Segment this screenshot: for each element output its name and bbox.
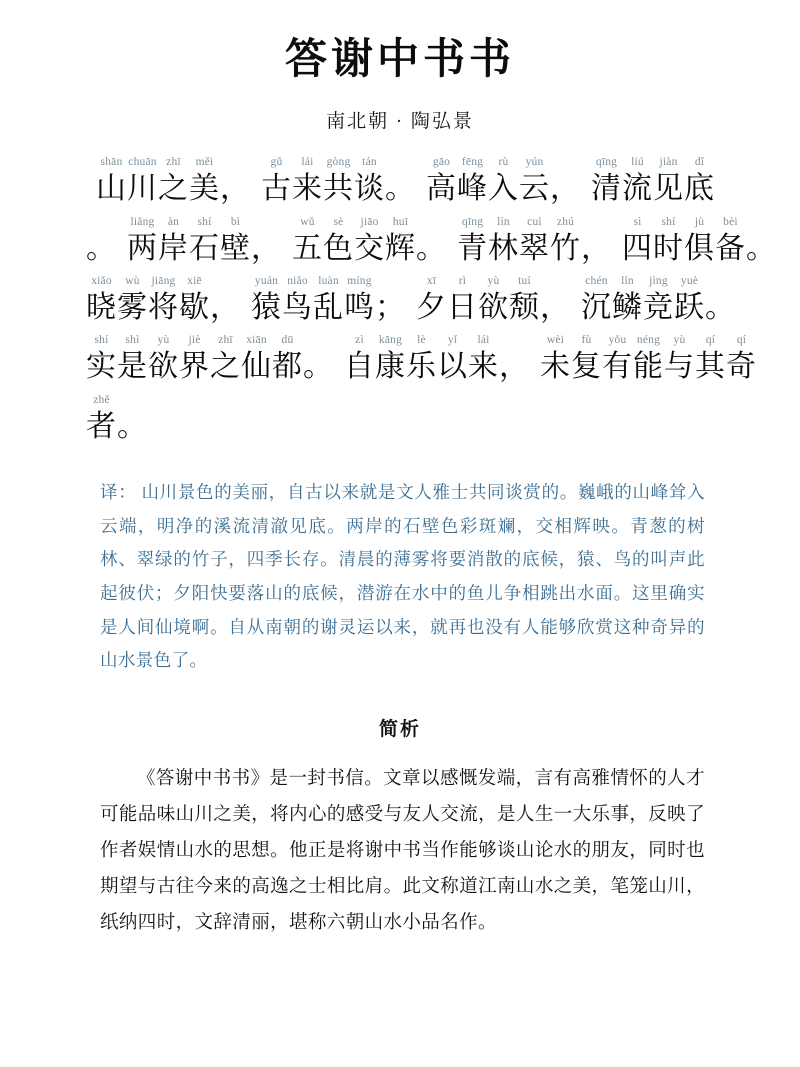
- hanzi-character: ，: [220, 172, 251, 206]
- hanzi-character: 其: [695, 350, 726, 384]
- pinyin-annotation: shì: [125, 334, 140, 347]
- hanzi-character: 青: [457, 231, 488, 265]
- ruby-character: [220, 155, 251, 208]
- ruby-character: [354, 215, 385, 268]
- ruby-character: [406, 333, 437, 386]
- ruby-character: [179, 333, 210, 386]
- ruby-character: [416, 215, 447, 268]
- hanzi-character: 欲: [478, 291, 509, 325]
- ruby-character: [323, 215, 354, 268]
- hanzi-character: 见: [653, 172, 684, 206]
- ruby-character: [519, 215, 550, 268]
- pinyin-annotation: cuì: [527, 215, 542, 228]
- ruby-character: [127, 155, 158, 208]
- hanzi-character: 跃: [674, 291, 705, 325]
- pinyin-annotation: wǔ: [300, 215, 315, 228]
- hanzi-character: 奇: [726, 350, 757, 384]
- hanzi-character: 俱: [684, 231, 715, 265]
- pinyin-annotation: jìng: [649, 275, 668, 288]
- hanzi-character: 谈: [354, 172, 385, 206]
- hanzi-character: 乱: [313, 291, 344, 325]
- analysis-heading: 简析: [378, 718, 421, 740]
- ruby-character: [715, 215, 746, 268]
- pinyin-annotation: qí: [736, 334, 747, 347]
- pinyin-annotation: chuān: [128, 156, 157, 169]
- hanzi-character: 流: [622, 172, 653, 206]
- pinyin-annotation: sì: [633, 215, 642, 228]
- pinyin-annotation: luàn: [318, 275, 339, 288]
- hanzi-character: 时: [653, 231, 684, 265]
- hanzi-character: 能: [633, 350, 664, 384]
- hanzi-character: ，: [251, 231, 282, 265]
- hanzi-character: 鳞: [612, 291, 643, 325]
- pinyin-annotation: lè: [417, 334, 426, 347]
- hanzi-character: 林: [488, 231, 519, 265]
- verse-block: [0, 133, 800, 452]
- pinyin-annotation: jiāng: [151, 275, 176, 288]
- hanzi-character: 未: [540, 350, 571, 384]
- ruby-character: [86, 215, 117, 268]
- hanzi-character: 壁: [220, 231, 251, 265]
- hanzi-character: 备: [715, 231, 746, 265]
- hanzi-character: 竹: [550, 231, 581, 265]
- pinyin-annotation: jiè: [188, 334, 201, 347]
- ruby-character: [540, 333, 571, 386]
- hanzi-character: 日: [447, 291, 478, 325]
- pinyin-annotation: shí: [661, 215, 676, 228]
- hanzi-character: 猿: [251, 291, 282, 325]
- hanzi-character: 。: [705, 291, 736, 325]
- hanzi-character: 者: [86, 409, 117, 443]
- hanzi-character: 石: [189, 231, 220, 265]
- pinyin-annotation: huī: [392, 215, 409, 228]
- ruby-character: [313, 274, 344, 327]
- pinyin-annotation: xiān: [246, 334, 267, 347]
- hanzi-character: 山: [96, 172, 127, 206]
- ruby-character: [158, 155, 189, 208]
- hanzi-character: 云: [519, 172, 550, 206]
- verse-line: [0, 274, 800, 333]
- ruby-character: [591, 155, 622, 208]
- author-byline: 南北朝 · 陶弘景: [326, 111, 474, 133]
- hanzi-character: 入: [488, 172, 519, 206]
- ruby-character: [684, 155, 715, 208]
- ruby-character: [622, 155, 653, 208]
- ruby-character: [117, 333, 148, 386]
- hanzi-character: 以: [437, 350, 468, 384]
- pinyin-annotation: xiǎo: [91, 275, 112, 288]
- ruby-character: [292, 155, 323, 208]
- ruby-character: [426, 155, 457, 208]
- pinyin-annotation: yǐ: [447, 334, 458, 347]
- ruby-character: [612, 274, 643, 327]
- hanzi-character: 共: [323, 172, 354, 206]
- pinyin-annotation: shí: [197, 215, 212, 228]
- ruby-character: [251, 274, 282, 327]
- ruby-character: [488, 215, 519, 268]
- hanzi-character: ，: [210, 291, 241, 325]
- page-title: 答谢中书书: [284, 37, 515, 83]
- pinyin-annotation: qīng: [461, 215, 484, 228]
- pinyin-annotation: wèi: [546, 334, 565, 347]
- hanzi-character: 是: [117, 350, 148, 384]
- hanzi-character: 古: [261, 172, 292, 206]
- hanzi-character: ，: [550, 172, 581, 206]
- pinyin-annotation: yǒu: [608, 334, 627, 347]
- verse-line: [0, 333, 800, 392]
- pinyin-annotation: lín: [497, 215, 510, 228]
- pinyin-annotation: lín: [621, 275, 634, 288]
- ruby-character: [457, 215, 488, 268]
- hanzi-character: 康: [375, 350, 406, 384]
- pinyin-annotation: yù: [673, 334, 686, 347]
- hanzi-character: 沉: [581, 291, 612, 325]
- pinyin-annotation: yù: [487, 275, 500, 288]
- ruby-character: [189, 155, 220, 208]
- pinyin-annotation: míng: [347, 275, 372, 288]
- ruby-character: [643, 274, 674, 327]
- pinyin-annotation: jiàn: [659, 156, 678, 169]
- ruby-character: [179, 274, 210, 327]
- pinyin-annotation: bèi: [723, 215, 738, 228]
- ruby-character: [653, 155, 684, 208]
- hanzi-character: 颓: [509, 291, 540, 325]
- ruby-character: [581, 274, 612, 327]
- pinyin-annotation: rù: [498, 156, 509, 169]
- hanzi-character: 将: [148, 291, 179, 325]
- pinyin-annotation: zhī: [218, 334, 233, 347]
- pinyin-annotation: àn: [167, 215, 180, 228]
- ruby-character: [509, 274, 540, 327]
- hanzi-character: 美: [189, 172, 220, 206]
- pinyin-annotation: lái: [301, 156, 314, 169]
- ruby-character: [726, 333, 757, 386]
- hanzi-character: 。: [746, 231, 777, 265]
- ruby-character: [602, 333, 633, 386]
- ruby-character: [437, 333, 468, 386]
- hanzi-character: 有: [602, 350, 633, 384]
- ruby-character: [550, 155, 581, 208]
- ruby-character: [148, 333, 179, 386]
- ruby-character: [457, 155, 488, 208]
- pinyin-annotation: bì: [230, 215, 241, 228]
- ruby-character: [468, 333, 499, 386]
- verse-line: [0, 393, 800, 452]
- pinyin-annotation: gǔ: [270, 156, 283, 169]
- pinyin-annotation: yún: [525, 156, 544, 169]
- hanzi-character: 四: [622, 231, 653, 265]
- pinyin-annotation: wù: [125, 275, 140, 288]
- ruby-character: [189, 215, 220, 268]
- ruby-character: [323, 155, 354, 208]
- ruby-character: [210, 274, 241, 327]
- pinyin-annotation: xī: [426, 275, 437, 288]
- pinyin-annotation: xiē: [187, 275, 202, 288]
- translation-paragraph: 译： 山川景色的美丽，自古以来就是文人雅士共同谈赏的。巍峨的山峰耸入云端，明净的溪流清澈见底。两岸的石壁色彩斑斓，交相辉映。青葱的树林、翠绿的竹子，四季长存。清晨的薄雾将要消散的底候，猿、鸟的叫声此起彼伏；夕阳快要落山的底候，潜游在水中的鱼儿争相跳出水面。这里确实是人间仙境啊。自从南朝的谢灵运以来，就再也没有人能够欣赏这种奇异的山水景色了。: [100, 482, 705, 671]
- ruby-character: [653, 215, 684, 268]
- hanzi-character: 来: [292, 172, 323, 206]
- verse-line: [0, 215, 800, 274]
- pinyin-annotation: zhě: [93, 393, 110, 406]
- ruby-character: [282, 274, 313, 327]
- hanzi-character: 乐: [406, 350, 437, 384]
- hanzi-character: ，: [581, 231, 612, 265]
- ruby-character: [148, 274, 179, 327]
- hanzi-character: ；: [375, 291, 406, 325]
- ruby-character: [540, 274, 571, 327]
- hanzi-character: 色: [323, 231, 354, 265]
- ruby-character: [86, 333, 117, 386]
- pinyin-annotation: měi: [195, 156, 214, 169]
- ruby-character: [695, 333, 726, 386]
- pinyin-annotation: zhī: [166, 156, 181, 169]
- ruby-character: [447, 274, 478, 327]
- hanzi-character: 。: [385, 172, 416, 206]
- pinyin-annotation: lái: [477, 334, 490, 347]
- hanzi-character: 高: [426, 172, 457, 206]
- pinyin-annotation: dū: [281, 334, 294, 347]
- hanzi-character: 辉: [385, 231, 416, 265]
- verse-line: [0, 155, 800, 214]
- ruby-character: [550, 215, 581, 268]
- hanzi-character: 仙: [241, 350, 272, 384]
- ruby-character: [344, 333, 375, 386]
- hanzi-character: 清: [591, 172, 622, 206]
- hanzi-character: 五: [292, 231, 323, 265]
- hanzi-character: 翠: [519, 231, 550, 265]
- hanzi-character: 晓: [86, 291, 117, 325]
- ruby-character: [633, 333, 664, 386]
- pinyin-annotation: yù: [157, 334, 170, 347]
- ruby-character: [272, 333, 303, 386]
- pinyin-annotation: néng: [636, 334, 661, 347]
- hanzi-character: 底: [684, 172, 715, 206]
- ruby-character: [375, 333, 406, 386]
- ruby-character: [622, 215, 653, 268]
- pinyin-annotation: chén: [585, 275, 608, 288]
- ruby-character: [251, 215, 282, 268]
- pinyin-annotation: niǎo: [287, 275, 308, 288]
- pinyin-annotation: kāng: [378, 334, 403, 347]
- ruby-character: [746, 215, 777, 268]
- pinyin-annotation: jiāo: [360, 215, 379, 228]
- ruby-character: [117, 274, 148, 327]
- pinyin-annotation: gāo: [432, 156, 451, 169]
- ruby-character: [519, 155, 550, 208]
- hanzi-character: 。: [303, 350, 334, 384]
- hanzi-character: 竞: [643, 291, 674, 325]
- ruby-character: [385, 215, 416, 268]
- pinyin-annotation: yuè: [680, 275, 699, 288]
- ruby-character: [571, 333, 602, 386]
- pinyin-annotation: qīng: [595, 156, 618, 169]
- hanzi-character: 实: [86, 350, 117, 384]
- pinyin-annotation: tuí: [518, 275, 531, 288]
- ruby-character: [499, 333, 530, 386]
- pinyin-annotation: shān: [100, 156, 123, 169]
- ruby-character: [96, 155, 127, 208]
- hanzi-character: 。: [416, 231, 447, 265]
- pinyin-annotation: liú: [631, 156, 644, 169]
- ruby-character: [210, 333, 241, 386]
- ruby-character: [416, 274, 447, 327]
- hanzi-character: 雾: [117, 291, 148, 325]
- hanzi-character: 来: [468, 350, 499, 384]
- ruby-character: [478, 274, 509, 327]
- hanzi-character: 两: [127, 231, 158, 265]
- ruby-character: [684, 215, 715, 268]
- hanzi-character: 交: [354, 231, 385, 265]
- ruby-character: [86, 274, 117, 327]
- ruby-character: [86, 393, 117, 446]
- hanzi-character: 鸟: [282, 291, 313, 325]
- ruby-character: [705, 274, 736, 327]
- hanzi-character: ，: [540, 291, 571, 325]
- hanzi-character: 歇: [179, 291, 210, 325]
- hanzi-character: 复: [571, 350, 602, 384]
- ruby-character: [117, 393, 148, 446]
- hanzi-character: 。: [117, 409, 148, 443]
- pinyin-annotation: sè: [333, 215, 344, 228]
- hanzi-character: 界: [179, 350, 210, 384]
- pinyin-annotation: zhú: [556, 215, 575, 228]
- ruby-character: [303, 333, 334, 386]
- pinyin-annotation: zì: [355, 334, 364, 347]
- hanzi-character: 夕: [416, 291, 447, 325]
- pinyin-annotation: qí: [705, 334, 716, 347]
- pinyin-annotation: shí: [94, 334, 109, 347]
- hanzi-character: 鸣: [344, 291, 375, 325]
- hanzi-character: 自: [344, 350, 375, 384]
- pinyin-annotation: rì: [458, 275, 467, 288]
- ruby-character: [158, 215, 189, 268]
- hanzi-character: 欲: [148, 350, 179, 384]
- ruby-character: [261, 155, 292, 208]
- ruby-character: [354, 155, 385, 208]
- analysis-paragraph: 《答谢中书书》是一封书信。文章以感慨发端，言有高雅情怀的人才可能品味山川之美，将内心的感受与友人交流，是人生一大乐事，反映了作者娱情山水的思想。他正是将谢中书当作能够谈山论水的朋友，同时也期望与古往今来的高逸之士相比肩。此文称道江南山水之美，笔笼山川，纸纳四时，文辞清丽，堪称六朝山水小品名作。: [100, 768, 705, 934]
- pinyin-annotation: fēng: [461, 156, 484, 169]
- hanzi-character: 峰: [457, 172, 488, 206]
- ruby-character: [385, 155, 416, 208]
- pinyin-annotation: jù: [694, 215, 705, 228]
- pinyin-annotation: yuán: [254, 275, 279, 288]
- hanzi-character: 之: [210, 350, 241, 384]
- ruby-character: [220, 215, 251, 268]
- hanzi-character: 。: [86, 231, 117, 265]
- hanzi-character: 都: [272, 350, 303, 384]
- ruby-character: [292, 215, 323, 268]
- pinyin-annotation: fù: [581, 334, 592, 347]
- ruby-character: [488, 155, 519, 208]
- pinyin-annotation: gòng: [326, 156, 351, 169]
- ruby-character: [664, 333, 695, 386]
- ruby-character: [241, 333, 272, 386]
- pinyin-annotation: tán: [362, 156, 377, 169]
- ruby-character: [375, 274, 406, 327]
- pinyin-annotation: liǎng: [130, 215, 155, 228]
- ruby-character: [581, 215, 612, 268]
- hanzi-character: 之: [158, 172, 189, 206]
- ruby-character: [344, 274, 375, 327]
- hanzi-character: 岸: [158, 231, 189, 265]
- hanzi-character: ，: [499, 350, 530, 384]
- ruby-character: [127, 215, 158, 268]
- hanzi-character: 与: [664, 350, 695, 384]
- pinyin-annotation: dǐ: [694, 156, 705, 169]
- hanzi-character: 川: [127, 172, 158, 206]
- ruby-character: [674, 274, 705, 327]
